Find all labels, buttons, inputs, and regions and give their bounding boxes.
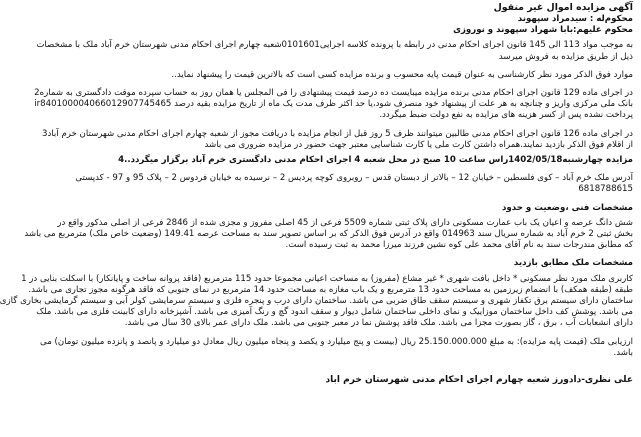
property-description-line: که مطابق مندرجات سند به نام آقای محمد علی کوه نشین فرزند میرزا محمد به ثبت رسیده است. — [285, 240, 633, 251]
article-129-line: در اجرای ماده 129 قانون اجرای احکام مدنی برنده مزایده میبایست ده درصد قیمت پیشنهادی را فی المجلس یا همان روز به حساب سپرده موقت دادگستری به شماره2 — [34, 88, 633, 99]
intro-line: به موجب مواد 113 الی 145 قانون اجرای احکام مدنی در رابطه با پرونده کلاسه اجرایی0101601شعبه چهارم اجرای احکام مدنی شهرستان خرم آباد ملک با مشخصات — [36, 40, 633, 51]
article-129-paragraph — [34, 88, 633, 122]
valuation-line: ارزیابی ملک (قیمت پایه مزایده): به مبلغ 25.150.000.000 ریال (بیست و پنج میلیارد و یکصد و پنجاه میلیون ریال معادل دو میلیارد و پانصد و پانزده میلیون تومان) می — [40, 336, 633, 347]
defendants-line: محکوم علیهم:بابا شهراد سپهوند و نوروزی — [453, 25, 633, 36]
article-129-line: پرداخت نشده پس از کسر هزینه های مزایده به نفع دولت ضبط میگردد. — [379, 110, 633, 121]
property-description-block — [24, 202, 633, 252]
signature-line: علی نظری-دادورز شعبه چهارم اجرای احکام مدنی شهرستان خرم اباد — [325, 375, 633, 386]
property-description-heading: مشخصات فنی ،وضعیت و حدود — [501, 202, 633, 213]
current-status-line: ساختمان دارای سیستم برق تکفاز شهری و سیستم سقف طاق ضربی می باشد. ساختمان دارای درب و پنجره فلزی و سیستم سرمایشی کولر آبی و سیستم گرمایشی بخاری گازی — [0, 296, 633, 307]
current-status-heading: مشخصات ملک مطابق بازدید — [513, 258, 633, 269]
valuation-block — [40, 336, 633, 359]
current-status-block — [0, 258, 633, 329]
valuation-line: باشد. — [613, 347, 633, 358]
current-status-line: طبقه (طبقه همکف) با انضمام زیرزمین به مساحت حدود 13 مترمربع و یک باب مغازه به مساحت حدود 14 مترمربع در نمای جنوبی که فاقد هرگونه مجوز تجاری می باشد. — [28, 284, 633, 295]
address-block — [71, 173, 633, 195]
article-126-paragraph — [42, 128, 633, 151]
property-description-line: بخش ثبتی 2 خرم آباد به شماره سریال سند 014963 واقع در آدرس فوق الذکر که بر اساس تصویر سند به مساحت عرصه 149.41 (وضعیت خاص ملک) مترمربع می باشد — [24, 229, 633, 240]
postal-code: 6818788615 — [578, 184, 633, 195]
article-126-line: در اجرای ماده 126 قانون اجرای احکام مدنی طالبین میتوانند ظرف 5 روز قبل از انجام مزایده با دریافت مجوز از شعبه چهارم اجرای احکام مدنی شهرستان خرم آباد3 — [42, 128, 633, 139]
intro-paragraph — [36, 40, 633, 62]
current-status-line: می باشد. پوشش کف داخل ساختمان موزاییک و نمای داخلی ساختمان شامل دیوار و سقف اندود گچ و رنگ آمیزی می باشد. آشپزخانه دارای کابینت فلزی می باشد. ملک — [36, 307, 633, 318]
notice-title: آگهی مزایده اموال غیر منقول — [493, 2, 633, 13]
current-status-line: کاربری ملک مورد نظر مسکونی * داخل بافت شهری * غیر مشاع (مفروز) به مساحت اعیانی مجموعا حدود 115 مترمربع (فاقد پروانه ساخت و پایانکار) با اسکلت بنایی در 1 — [21, 273, 633, 284]
article-126-line: از اقلام فوق الذکر بازدید نمایند.همراه داشتن کارت ملی یا کارت شناسایی معتبر جهت حضور در مزایده ضروری می باشد — [204, 139, 633, 150]
plaintiff-line: محکوم‌له : سیدمراد سپهوند — [517, 14, 633, 24]
address-line: آدرس ملک خرم آباد – کوی فلسطین – خیابان 12 – بالاتر از دبستان قدس – روبروی کوچه پردیس 2 – نرسیده به خیابان فردوس 2 – پلاک 95 و 97 - کدپستی — [75, 173, 633, 184]
property-description-line: شش دانگ عرصه و اعیان یک باب عمارت مسکونی دارای پلاک ثبتی شماره 5509 فرعی از 45 اصلی مفروز و مجزی شده از 2846 فرعی از اصلی مذکور واقع در — [57, 217, 633, 228]
article-129-line: بانک ملی مرکزی واریز و چنانچه به هر علت از پیشنهاد خود منصرف شود،یا حد اکثر ظرف مدت یک ماه از تاریخ مزایده بقیه درصد ir840100004066012907745465 — [34, 99, 633, 110]
current-status-line: دارای انشعابات آب ، برق ، گاز بصورت مجزا می باشد. ملک فاقد پوشش نما در معبر جنوبی می باشد. ملک دارای عمر بالای 30 سال می باشد. — [124, 318, 633, 329]
auction-basis-line: موارد فوق الذکر مورد نظر کارشناسی به عنوان قیمت پایه محسوب و برنده مزایده کسی است که بالاترین قیمت را پیشنهاد نماید.. — [171, 69, 633, 80]
auction-date-line: مزایده چهارشنبه1402/05/18راس ساعت 10 صبح در محل شعبه 4 اجرای احکام مدنی دادگستری خرم آباد برگزار میگردد..4 — [118, 155, 633, 166]
intro-line: ذیل از طریق مزایده به فروش میرسد — [498, 51, 633, 62]
